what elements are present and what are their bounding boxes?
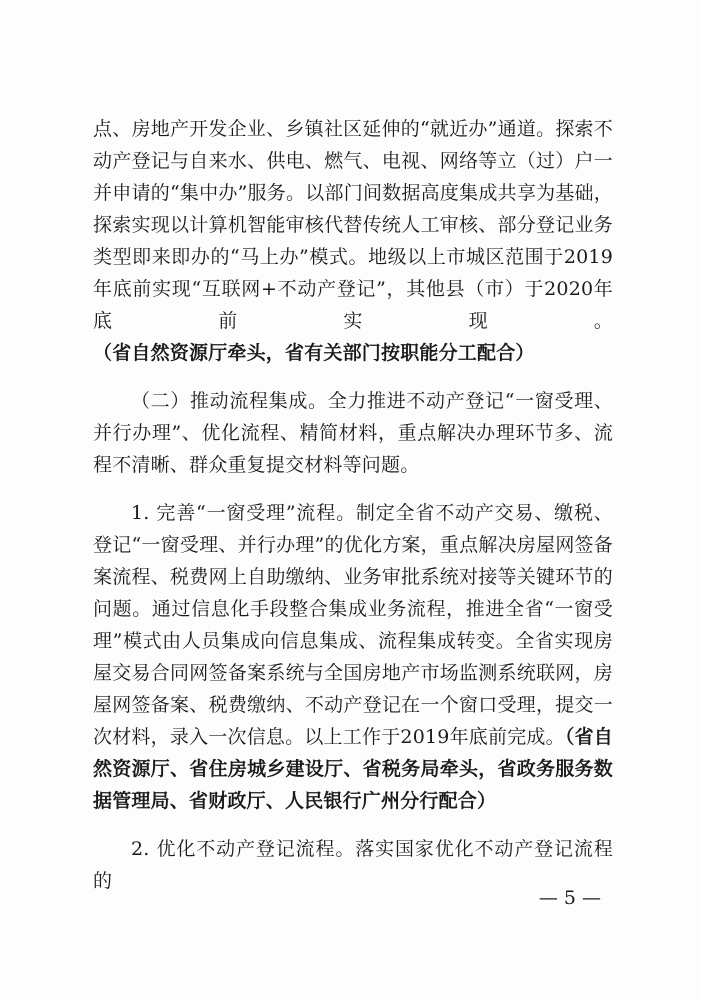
paragraph-1 bbox=[93, 113, 613, 369]
paragraph-3 bbox=[93, 497, 613, 817]
document-body bbox=[93, 113, 613, 897]
paragraph-1-text: 点、房地产开发企业、乡镇社区延伸的“就近办”通道。探索不动产登记与自来水、供电、燃气、电视、网络等立（过）户一并申请的“集中办”服务。以部门间数据高度集成共享为基础，探索实现以计算机智能审核代替传统人工审核、部分登记业务类型即来即办的“马上办”模式。地级以上市城区范围于2019年底前实现“互联网+不动产登记”，其他县（市）于2020年底前实现。 bbox=[93, 118, 613, 332]
paragraph-2 bbox=[93, 385, 613, 481]
paragraph-4 bbox=[93, 833, 613, 897]
paragraph-1-note: （省自然资源厅牵头，省有关部门按职能分工配合） bbox=[93, 342, 535, 364]
paragraph-3-text: 1. 完善“一窗受理”流程。制定全省不动产交易、缴税、登记“一窗受理、并行办理”的优化方案，重点解决房屋网签备案流程、税费网上自助缴纳、业务审批系统对接等关键环节的问题。通过信息化手段整合集成业务流程，推进全省“一窗受理”模式由人员集成向信息集成、流程集成转变。全省实现房屋交易合同网签备案系统与全国房地产市场监测系统联网，房屋网签备案、税费缴纳、不动产登记在一个窗口受理，提交一次材料，录入一次信息。以上工作于2019年底前完成。 bbox=[93, 502, 613, 748]
page-number: — 5 — bbox=[538, 887, 601, 909]
paragraph-3-note: （省自然资源厅、省住房城乡建设厅、省税务局牵头，省政务服务数据管理局、省财政厅、人民银行广州分行配合） bbox=[93, 726, 613, 812]
paragraph-2-text: （二）推动流程集成。全力推进不动产登记“一窗受理、并行办理”、优化流程、精简材料，重点解决办理环节多、流程不清晰、群众重复提交材料等问题。 bbox=[93, 390, 613, 476]
paragraph-4-text: 2. 优化不动产登记流程。落实国家优化不动产登记流程的 bbox=[93, 838, 613, 892]
